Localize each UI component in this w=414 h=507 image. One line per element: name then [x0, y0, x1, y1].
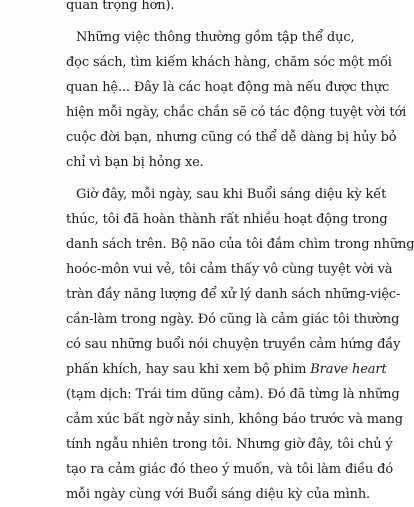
text-line: mỗi ngày cùng với Buổi sáng diệu kỳ của mình.	[66, 487, 371, 502]
text-line: đọc sách, tìm kiếm khách hàng, chăm sóc một mối	[66, 55, 392, 70]
text-line: Giờ đây, mỗi ngày, sau khi Buổi sáng diệu kỳ kết	[76, 187, 387, 202]
text-line: tràn đầy năng lượng để xử lý danh sách những-việc-	[66, 287, 401, 302]
paragraph-routine-activities	[66, 25, 407, 175]
paragraph-gap	[66, 18, 342, 25]
paragraph-continuation	[66, 0, 342, 18]
text-line: cần-làm trong ngày. Đó cũng là cảm giác tôi thường	[66, 312, 400, 327]
text-line: cuộc đời bạn, nhưng cũng có thể dễ dàng bị hủy bỏ	[66, 130, 397, 145]
text-line: quan hệ... Đây là các hoạt động mà nếu được thực	[66, 80, 390, 95]
text-line: chỉ vì bạn bị hỏng xe.	[66, 155, 204, 170]
text-fragment: phấn khích, hay sau khi xem bộ phim	[66, 362, 311, 377]
text-line-with-title	[66, 357, 387, 382]
text-line: tạo ra cảm giác đó theo ý muốn, và tôi làm điều đó	[66, 462, 394, 477]
text-line: thúc, tôi đã hoàn thành rất nhiều hoạt động trong	[66, 212, 388, 227]
body-text	[66, 0, 414, 507]
movie-title: Brave heart	[310, 362, 387, 377]
text-line: danh sách trên. Bộ não của tôi đắm chìm trong những	[66, 237, 414, 252]
text-line: có sau những buổi nói chuyện truyền cảm hứng đầy	[66, 337, 401, 352]
text-line: (tạm dịch: Trái tim dũng cảm). Đó đã từng là những	[66, 387, 400, 402]
text-line: hoóc-môn vui vẻ, tôi cảm thấy vô cùng tuyệt vời và	[66, 262, 393, 277]
text-line: hiện mỗi ngày, chắc chắn sẽ có tác động tuyệt vời tới	[66, 105, 407, 120]
text-line: quan trọng hơn).	[66, 0, 175, 13]
paragraph-gap	[66, 175, 342, 182]
text-line: cảm xúc bất ngờ nảy sinh, không báo trước và mang	[66, 412, 403, 427]
text-line: tính ngẫu nhiên trong tôi. Nhưng giờ đây, tôi chủ ý	[66, 437, 393, 452]
paragraph-miracle-morning	[66, 182, 414, 507]
text-line: Những việc thông thường gồm tập thể dục,	[76, 30, 355, 45]
